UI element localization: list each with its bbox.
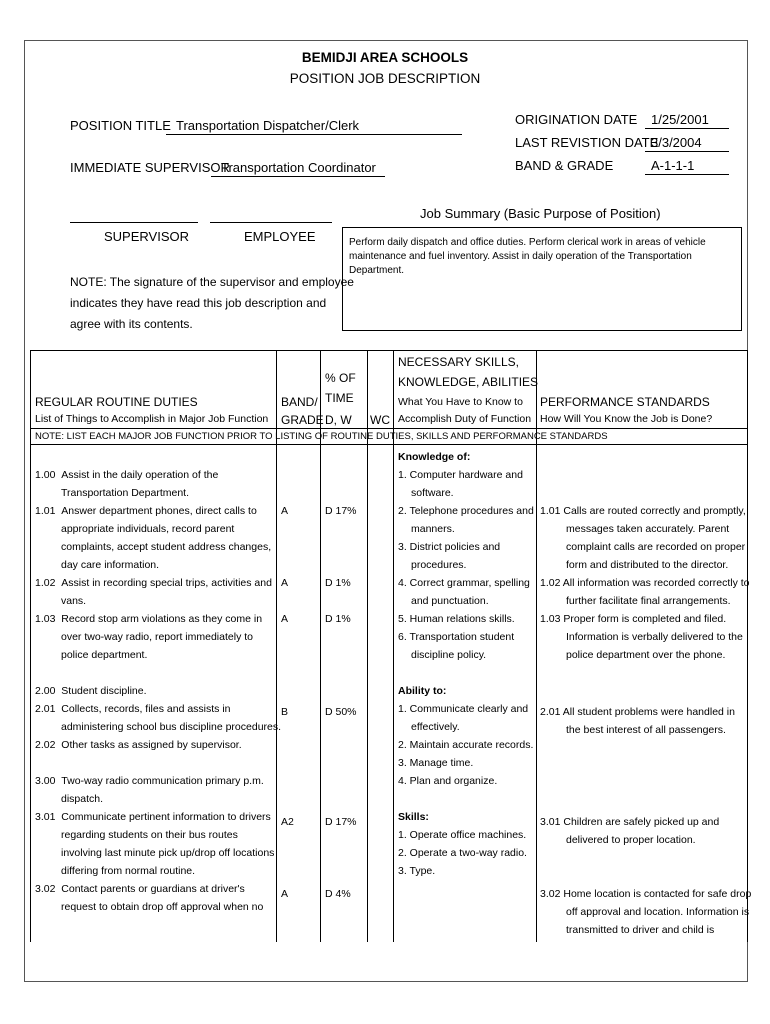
- list-item: 3. Manage time.: [398, 757, 474, 769]
- header-performance-sub: How Will You Know the Job is Done?: [540, 413, 713, 425]
- perf-1-01: 1.01 Calls are routed correctly and promptly, messages taken accurately. Parent complaint calls are recorded on proper form and distributed to the director.: [540, 505, 746, 571]
- list-item: 1. Operate office machines.: [398, 829, 527, 841]
- band-3-02: A: [281, 888, 289, 900]
- list-item: 2.02 Other tasks as assigned by supervisor.: [35, 739, 242, 751]
- position-title-label: POSITION TITLE: [70, 118, 171, 133]
- list-item: 3. Type.: [398, 865, 436, 877]
- row-divider: [30, 444, 748, 445]
- table-note: NOTE: LIST EACH MAJOR JOB FUNCTION PRIOR TO LISTING OF ROUTINE DUTIES, SKILLS AND PERFORMANCE STANDARDS: [35, 431, 608, 442]
- position-title-field: [166, 118, 462, 135]
- supervisor-label: IMMEDIATE SUPERVISOR: [70, 160, 230, 175]
- list-item: 3.00 Two-way radio communication primary p.m. dispatch.: [35, 775, 264, 805]
- origination-field: [645, 112, 729, 129]
- duties-column: [35, 466, 282, 916]
- job-summary-box: Perform daily dispatch and office duties. Perform clerical work in areas of vehicle maintenance and fuel inventory. Assist in daily operation of the Transportation Department.: [342, 227, 742, 331]
- job-summary-title: Job Summary (Basic Purpose of Position): [420, 206, 661, 221]
- header-duties-sub: List of Things to Accomplish in Major Job Function: [35, 413, 269, 425]
- perf-1-02: 1.02 All information was recorded correctly to further facilitate final arrangements.: [540, 577, 750, 607]
- header-band2: GRADE: [281, 413, 324, 427]
- header-time2: TIME: [325, 391, 354, 405]
- revision-field: [645, 135, 729, 152]
- list-item: 3.01 Communicate pertinent information to drivers regarding students on their bus routes involving last minute pick up/drop off locations differing from normal routine.: [35, 811, 275, 877]
- list-item: 2. Operate a two-way radio.: [398, 847, 527, 859]
- supervisor-signature-label: SUPERVISOR: [104, 229, 190, 244]
- row-divider: [30, 428, 748, 429]
- time-1-03: D 1%: [325, 613, 351, 625]
- header-performance: PERFORMANCE STANDARDS: [540, 395, 710, 409]
- header-skills1: NECESSARY SKILLS,: [398, 355, 519, 369]
- header-skills2: KNOWLEDGE, ABILITIES: [398, 375, 539, 389]
- band-3-01: A2: [281, 816, 294, 828]
- header-time3: D, W: [325, 413, 352, 427]
- employee-signature-label: EMPLOYEE: [244, 229, 316, 244]
- revision-value: 3/3/2004: [651, 135, 702, 150]
- band-2-01: B: [281, 706, 289, 718]
- perf-2-01: 2.01 All student problems were handled in the best interest of all passengers.: [540, 706, 735, 736]
- doc-title: POSITION JOB DESCRIPTION: [289, 71, 481, 86]
- knowledge-title: Knowledge of:: [398, 451, 471, 463]
- list-item: 2. Telephone procedures and manners.: [398, 505, 534, 535]
- supervisor-field: [211, 160, 385, 177]
- perf-3-02: 3.02 Home location is contacted for safe drop off approval and location. Information is transmitted to driver and child is: [540, 888, 752, 936]
- list-item: 4. Plan and organize.: [398, 775, 498, 787]
- list-item: 1. Communicate clearly and effectively.: [398, 703, 529, 733]
- list-item: 1.02 Assist in recording special trips, activities and vans.: [35, 577, 272, 607]
- org-title: BEMIDJI AREA SCHOOLS: [301, 50, 469, 65]
- band-grade-label: BAND & GRADE: [515, 158, 614, 173]
- list-item: 2.00 Student discipline.: [35, 685, 147, 697]
- perf-1-03: 1.03 Proper form is completed and filed. Information is verbally delivered to the police department over the phone.: [540, 613, 743, 661]
- time-3-01: D 17%: [325, 816, 357, 828]
- list-item: 6. Transportation student discipline policy.: [398, 631, 515, 661]
- time-1-02: D 1%: [325, 577, 351, 589]
- band-grade-field: [645, 158, 729, 175]
- skills-column: [398, 448, 535, 880]
- col-divider: [747, 350, 748, 942]
- list-item: 5. Human relations skills.: [398, 613, 515, 625]
- employee-signature-line: [210, 222, 332, 223]
- skills-title: Skills:: [398, 811, 429, 823]
- signature-note: NOTE: The signature of the supervisor and employee indicates they have read this job description and agree with its contents.: [70, 275, 354, 331]
- list-item: 2.01 Collects, records, files and assists in administering school bus discipline procedures.: [35, 703, 282, 733]
- header-skills4: Accomplish Duty of Function: [398, 413, 532, 425]
- revision-label: LAST REVISTION DATE: [515, 135, 659, 150]
- origination-value: 1/25/2001: [651, 112, 709, 127]
- list-item: 1. Computer hardware and software.: [398, 469, 523, 499]
- header-band1: BAND/: [281, 395, 318, 409]
- time-3-02: D 4%: [325, 888, 351, 900]
- header-time1: % OF: [325, 371, 356, 385]
- perf-3-01: 3.01 Children are safely picked up and delivered to proper location.: [540, 816, 720, 846]
- band-1-03: A: [281, 613, 289, 625]
- list-item: 1.03 Record stop arm violations as they come in over two-way radio, report immediately to police department.: [35, 613, 263, 661]
- list-item: 2. Maintain accurate records.: [398, 739, 534, 751]
- supervisor-signature-line: [70, 222, 198, 223]
- list-item: 1.00 Assist in the daily operation of the Transportation Department.: [35, 469, 219, 499]
- band-1-01: A: [281, 505, 289, 517]
- list-item: 1.01 Answer department phones, direct calls to appropriate individuals, record parent complaints, accept student address changes, day care information.: [35, 505, 272, 571]
- header-wc: WC: [370, 413, 390, 427]
- header-duties-title: REGULAR ROUTINE DUTIES: [35, 395, 198, 409]
- origination-label: ORIGINATION DATE: [515, 112, 638, 127]
- ability-title: Ability to:: [398, 685, 447, 697]
- time-1-01: D 17%: [325, 505, 357, 517]
- list-item: 3.02 Contact parents or guardians at driver's request to obtain drop off approval when no: [35, 883, 264, 913]
- position-title-value: Transportation Dispatcher/Clerk: [176, 118, 360, 133]
- list-item: 3. District policies and procedures.: [398, 541, 501, 571]
- list-item: 4. Correct grammar, spelling and punctuation.: [398, 577, 530, 607]
- band-grade-value: A-1-1-1: [651, 158, 695, 173]
- band-1-02: A: [281, 577, 289, 589]
- supervisor-value: Transportation Coordinator: [221, 160, 376, 175]
- header-skills3: What You Have to Know to: [398, 396, 523, 408]
- time-2-01: D 50%: [325, 706, 357, 718]
